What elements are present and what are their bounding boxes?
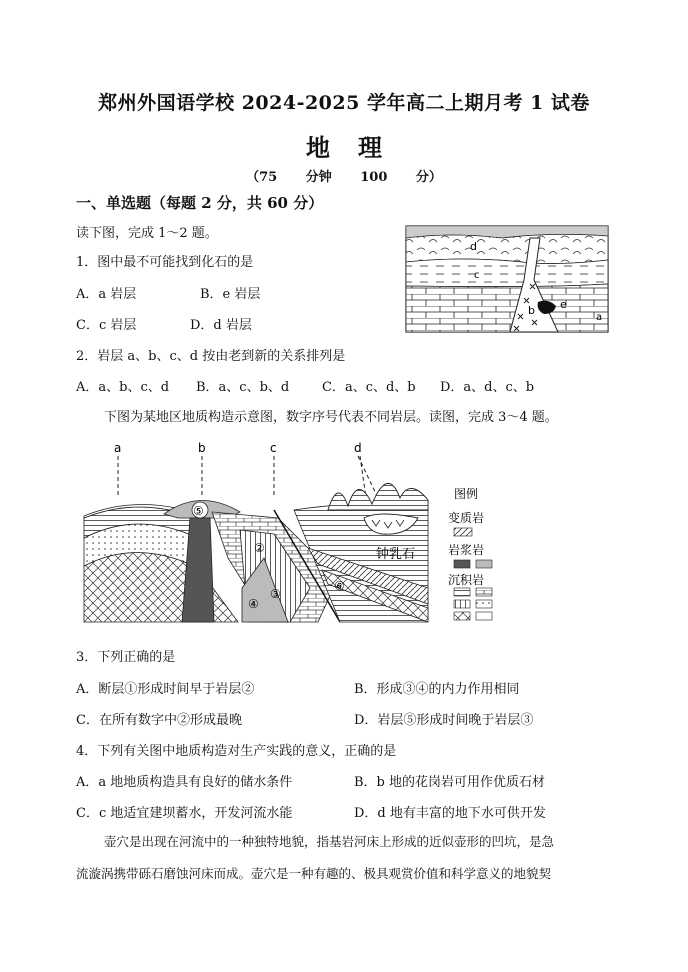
q3-option-b: B．形成③④的内力作用相同 — [354, 682, 520, 697]
legend-swatch-metamorphic — [454, 528, 472, 536]
section-title: 一、单选题（每题 2 分，共 60 分） — [76, 194, 324, 212]
legend-swatch-igneous-dark — [454, 560, 470, 568]
label-c-top: c — [270, 441, 277, 455]
q3-option-d: D．岩层⑤形成时间晚于岩层③ — [354, 713, 534, 728]
q3-stem: 3．下列正确的是 — [76, 650, 176, 665]
marker-3: ③ — [270, 587, 281, 601]
legend-sedimentary: 沉积岩 — [448, 573, 485, 587]
marker-4: ④ — [248, 597, 259, 611]
intro-q3-4: 下图为某地区地质构造示意图，数字序号代表不同岩层。读图，完成 3～4 题。 — [104, 410, 558, 425]
q2-option-a: A．a、b、c、d — [76, 380, 170, 395]
karst-peaks — [328, 483, 428, 510]
marker-5: ⑤ — [193, 504, 204, 518]
intro-q1-2: 读下图，完成 1～2 题。 — [76, 226, 218, 241]
legend-swatch-igneous-light — [476, 560, 492, 568]
q2-option-b: B．a、c、b、d — [196, 380, 290, 395]
label-d: d — [470, 240, 477, 253]
legend-title: 图例 — [454, 487, 479, 501]
layer-c — [406, 259, 608, 287]
q1-stem: 1．图中最不可能找到化石的是 — [76, 255, 254, 270]
geology-figure — [78, 438, 510, 628]
passage-line-2: 流漩涡携带砾石磨蚀河床而成。壶穴是一种有趣的、极具观赏价值和科学意义的地貌契 — [76, 866, 552, 881]
q2-stem: 2．岩层 a、b、c、d 按由老到新的关系排列是 — [76, 349, 346, 364]
stalactite-label: 钟乳石 — [376, 547, 416, 562]
q3-option-a: A．断层①形成时间早于岩层② — [76, 682, 255, 697]
q1-option-a: A．a 岩层 — [76, 287, 137, 302]
q4-option-a: A．a 地地质构造具有良好的储水条件 — [76, 775, 293, 790]
layer-a — [406, 284, 608, 332]
exam-time-score: （75 分钟 100 分） — [246, 170, 442, 185]
marker-6: ⑥ — [334, 579, 345, 593]
label-c: c — [474, 270, 480, 281]
label-a: a — [596, 312, 603, 323]
exam-title: 郑州外国语学校 2024-2025 学年高二上期月考 1 试卷 — [98, 92, 590, 114]
label-e: e — [560, 298, 567, 311]
label-a-top: a — [114, 441, 122, 455]
label-b-top: b — [198, 441, 206, 455]
q2-option-c: C．a、c、d、b — [322, 380, 416, 395]
subject-title: 地理 — [306, 133, 410, 162]
q1-option-c: C．c 岩层 — [76, 318, 137, 333]
q4-option-c: C．c 地适宜建坝蓄水，开发河流水能 — [76, 806, 293, 821]
legend-igneous: 岩浆岩 — [448, 543, 485, 557]
label-b: b — [528, 304, 535, 317]
marker-2: ② — [254, 541, 265, 555]
q2-option-d: D．a、d、c、b — [440, 380, 535, 395]
strata-figure — [402, 222, 612, 334]
q4-option-b: B．b 地的花岗岩可用作优质石材 — [354, 775, 546, 790]
label-d-top: d — [354, 441, 362, 455]
q3-option-c: C．在所有数字中②形成最晚 — [76, 713, 242, 728]
q4-stem: 4．下列有关图中地质构造对生产实践的意义，正确的是 — [76, 744, 397, 759]
q1-option-d: D．d 岩层 — [190, 318, 252, 333]
layer-d — [406, 234, 608, 263]
legend-metamorphic: 变质岩 — [448, 511, 485, 525]
passage-line-1: 壶穴是出现在河流中的一种独特地貌，指基岩河床上形成的近似壶形的凹坑，是急 — [104, 834, 555, 849]
q1-option-b: B．e 岩层 — [200, 287, 261, 302]
q4-option-d: D．d 地有丰富的地下水可供开发 — [354, 806, 546, 821]
